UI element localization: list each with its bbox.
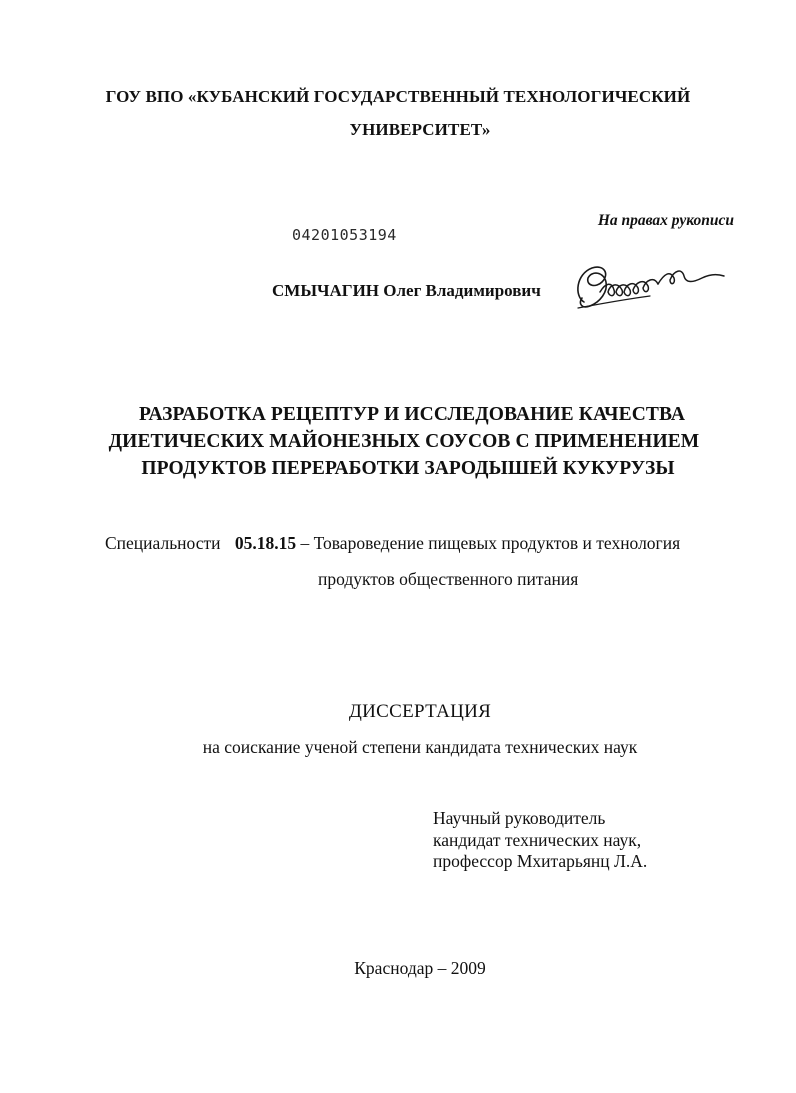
author-given-names: Олег Владимирович [383, 281, 541, 300]
specialty-label: Специальности [105, 533, 221, 553]
supervisor-name: профессор Мхитарьянц Л.А. [433, 851, 648, 871]
dissertation-title-line2: ДИЕТИЧЕСКИХ МАЙОНЕЗНЫХ СОУСОВ С ПРИМЕНЕНИЕМ [108, 431, 700, 452]
city-year: Краснодар – 2009 [354, 958, 486, 978]
institution-name-line1: ГОУ ВПО «КУБАНСКИЙ ГОСУДАРСТВЕННЫЙ ТЕХНОЛОГИЧЕСКИЙ [105, 87, 691, 106]
supervisor-label: Научный руководитель [433, 808, 606, 828]
dissertation-title-line1: РАЗРАБОТКА РЕЦЕПТУР И ИССЛЕДОВАНИЕ КАЧЕСТВА [138, 404, 686, 425]
author-surname: СМЫЧАГИН [272, 281, 380, 300]
dissertation-title-line3: ПРОДУКТОВ ПЕРЕРАБОТКИ ЗАРОДЫШЕЙ КУКУРУЗЫ [141, 458, 675, 479]
specialty-code: 05.18.15 [234, 533, 297, 553]
document-type: ДИССЕРТАЦИЯ [348, 701, 492, 722]
specialty-description-continued: продуктов общественного питания [318, 569, 579, 589]
institution-name-line2: УНИВЕРСИТЕТ» [349, 120, 491, 139]
degree-description: на соискание ученой степени кандидата технических наук [202, 737, 638, 757]
handwritten-signature [570, 252, 730, 322]
author-name [272, 281, 541, 301]
catalog-code: 04201053194 [292, 226, 397, 244]
specialty-line [105, 533, 680, 554]
supervisor-degree: кандидат технических наук, [433, 830, 642, 850]
manuscript-rights-note: На правах рукописи [597, 212, 734, 229]
specialty-description: – Товароведение пищевых продуктов и технология [300, 533, 681, 553]
